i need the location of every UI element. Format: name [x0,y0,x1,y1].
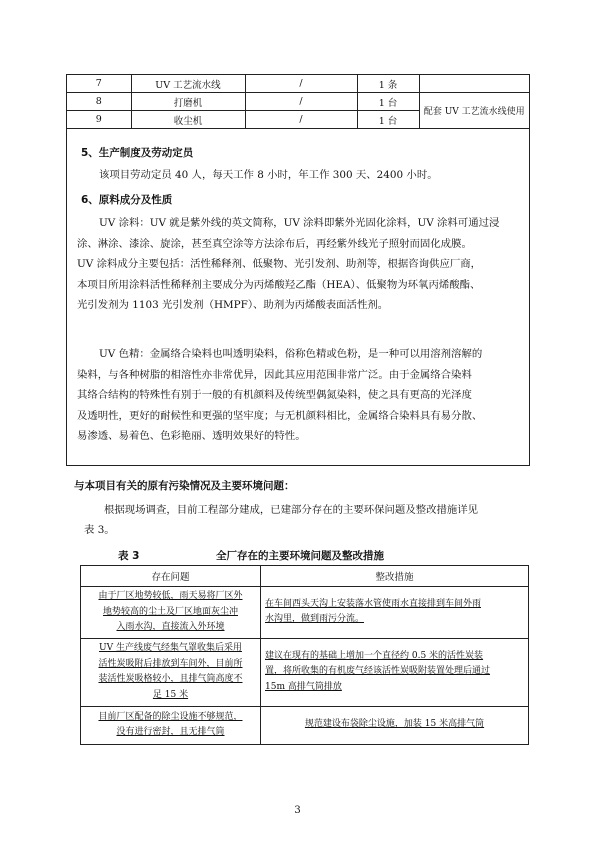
equip-qty: 1 台 [357,111,419,129]
text-line: 目前厂区配备的除尘设施不够规范， [98,711,243,722]
text-line: 光引发剂为 1103 光引发剂（HMPF）、助剂为丙烯酸表面活性剂。 [77,299,389,311]
text-line: 本项目所用涂料活性稀释剂主要成分为丙烯酸羟乙酯（HEA）、低聚物为环氧丙烯酸酯、 [77,278,481,291]
text-line: 染料，与各种树脂的相溶性亦非常优异，因此其应用范围非常广泛。由于金属络合染料 [77,368,472,381]
issues-table [80,565,529,745]
fix-cell [261,587,529,639]
text-line: UV 涂料成分主要包括：活性稀释剂、低聚物、光引发剂、助剂等，根据咨询供应厂商， [77,258,482,270]
column-header-issue: 存在问题 [81,566,261,587]
table-header-row [81,566,529,587]
text-line: 活性炭吸附后排放到车间外，目前所 [98,658,243,669]
text-line: 水沟里，做到雨污分流。 [265,614,365,625]
text-line: 在车间西头天沟上安装落水管使雨水直接排到车间外雨 [265,598,482,609]
text-line: 根据现场调查，目前工程部分建成，已建部分存在的主要环保问题及整改措施详见 [104,504,479,516]
pollution-intro [84,500,530,540]
text-line: 表 3。 [84,524,115,536]
uv-dye-paragraph [77,344,521,447]
text-line: 地势较高的尘土及厂区地面灰尘冲 [102,606,238,617]
table-row [67,75,529,93]
text-line: 装活性炭吸格较小，且排气筒高度不 [98,674,243,684]
text-line: 15m 高排气筒排放 [265,681,342,692]
table-row [81,587,529,639]
equipment-table [67,75,529,129]
project-info-frame [66,74,530,466]
equip-no: 8 [67,93,131,111]
text-line: 足 15 米 [152,689,189,700]
fix-cell [261,638,529,706]
equip-model: / [245,93,357,111]
equip-name: 打磨机 [131,93,245,111]
equip-no: 7 [67,75,131,93]
uv-coating-paragraph [77,213,521,316]
table-row [81,638,529,706]
column-header-fix: 整改措施 [261,566,529,587]
text-line: 建议在现有的基础上增加一个直径约 0.5 米的活性炭装 [265,650,484,661]
section-6-title: 6、原料成分及性质 [81,194,173,206]
text-line: UV 色精：金属络合染料也叫透明染料，俗称色精或色粉，是一种可以用溶剂溶解的 [99,348,483,360]
issue-cell [81,706,261,744]
equip-remark: 配套 UV 工艺流水线使用 [419,93,529,129]
text-line: 没有进行密封，且无排气筒 [116,727,225,737]
equip-name: UV 工艺流水线 [131,75,245,93]
text-line: 规范建设布袋除尘设施，加装 15 米高排气筒 [304,719,485,730]
text-line: 入雨水沟，直接流入外环境 [116,622,225,632]
table-number: 表 3 [118,550,140,562]
table-row [81,706,529,744]
text-line: 置，将所收集的有机废气经该活性炭吸附装置处理后通过 [265,666,491,677]
equip-qty: 1 台 [357,93,419,111]
text-line: 其络合结构的特殊性有别于一般的有机颜料及传统型偶氮染料，使之具有更高的光泽度 [77,389,472,401]
section-5-title: 5、生产制度及劳动定员 [81,147,194,159]
text-line: 及透明性，更好的耐候性和更强的坚牢度；与无机颜料相比，金属络合染料具有易分散、 [77,409,483,422]
issue-cell [81,638,261,706]
equip-name: 收尘机 [131,111,245,129]
issue-cell [81,587,261,639]
text-line: UV 涂料：UV 就是紫外线的英文简称，UV 涂料即紫外光固化涂料，UV 涂料可通过浸 [99,217,500,229]
fix-cell [261,706,529,744]
equip-model: / [245,75,357,93]
page-number: 3 [294,805,301,816]
equip-model: / [245,111,357,129]
equip-no: 9 [67,111,131,129]
table-title: 全厂存在的主要环境问题及整改措施 [216,550,384,562]
text-line: 由于厂区地势较低，雨天易将厂区外 [98,591,243,601]
text-line: UV 生产线废气经集气罩收集后采用 [99,643,242,653]
equip-remark-empty [419,75,529,93]
pollution-heading: 与本项目有关的原有污染情况及主要环境问题： [74,480,295,492]
text-line: 涂、淋涂、漆涂、旋涂，甚至真空涂等方法涂布后，再经紫外线光子照射而固化成膜。 [77,237,472,250]
table-row [67,93,529,111]
equip-qty: 1 条 [357,75,419,93]
section-5-text [77,165,521,186]
text-line: 易渗透、易着色、色彩艳丽、透明效果好的特性。 [77,430,306,442]
text-line: 该项目劳动定员 40 人，每天工作 8 小时，年工作 300 天、2400 小时。 [99,169,438,181]
